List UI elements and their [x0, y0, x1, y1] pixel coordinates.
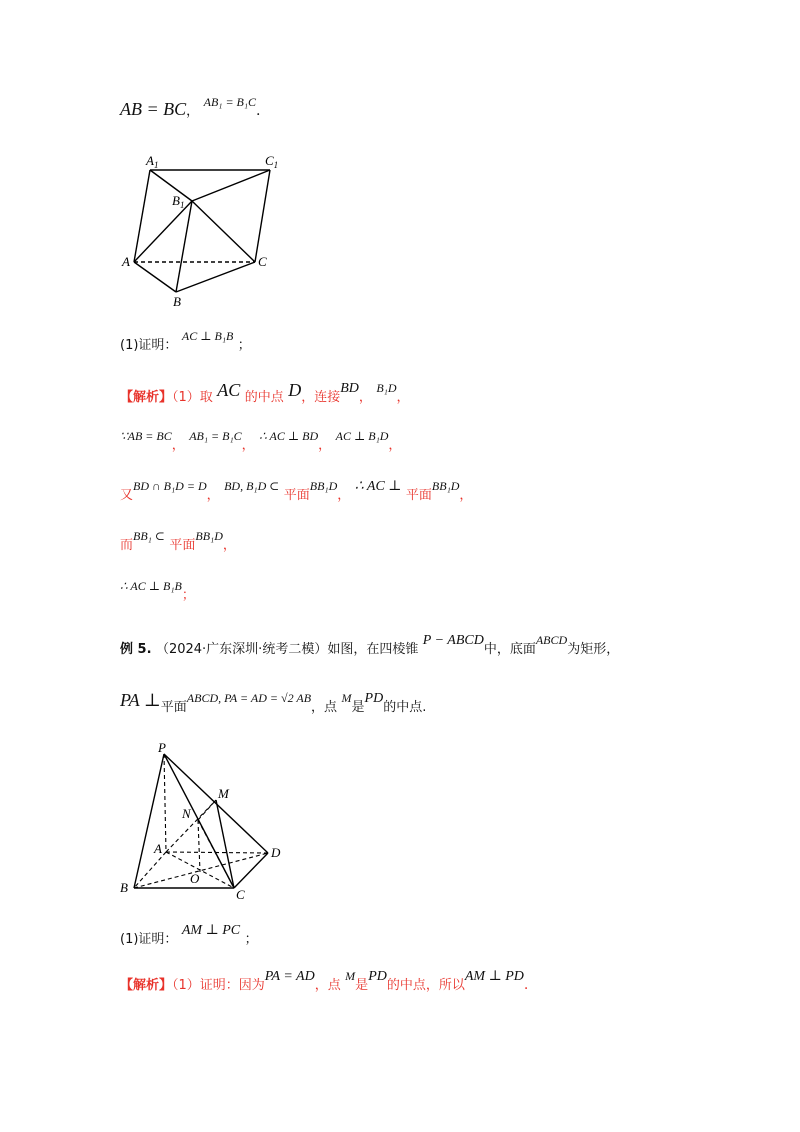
math: PA = AD	[264, 969, 315, 984]
label-n: N	[182, 806, 191, 821]
solution-tag: 【解析】	[120, 390, 173, 405]
example-label: 例 5.	[120, 642, 152, 657]
math-base: ABCD	[535, 633, 568, 647]
text: 是	[351, 700, 365, 715]
text: （2024·广东深圳·统考二模）如图，在四棱锥	[155, 642, 419, 657]
label-c1: $C_1$	[265, 153, 279, 170]
solution-line-2	[120, 429, 402, 455]
given-line	[120, 95, 261, 121]
math: BB₁D	[431, 479, 460, 493]
sep: ，	[186, 104, 200, 119]
edge-pb	[134, 754, 164, 888]
label-a1: $A_1$	[146, 153, 159, 170]
text: ，点	[314, 978, 341, 993]
text: ，连接	[301, 390, 341, 405]
question-2	[120, 923, 258, 949]
example-5-line-2	[120, 690, 427, 717]
label-o: O	[190, 871, 200, 886]
math: AB₁ = B₁C	[189, 429, 242, 443]
sep: ，	[358, 390, 372, 405]
text: 的中点，所以	[386, 978, 465, 993]
label-c: C	[258, 254, 267, 269]
period: .	[523, 977, 529, 993]
solution-tag: 【解析】	[120, 978, 173, 993]
math: AC ⊥ B₁D	[335, 429, 389, 443]
sep: ，	[171, 438, 185, 453]
eq-ab-bc: AB = BC	[120, 99, 187, 119]
text: 平面	[169, 538, 196, 553]
edge-ab-hidden	[134, 852, 166, 888]
sep: ，	[318, 438, 332, 453]
example-5-line-1	[120, 633, 620, 659]
edge-ab	[134, 262, 176, 292]
text: 中，底面	[483, 642, 536, 657]
solution-line-4	[120, 529, 236, 555]
sep: ，	[222, 538, 236, 553]
question-prefix: (1)证明：	[120, 932, 178, 947]
text: 而	[120, 538, 134, 553]
sep: ，	[337, 488, 351, 503]
math: M	[341, 691, 352, 705]
edge-c1b1	[192, 170, 270, 201]
sep: ，	[388, 438, 402, 453]
text: （1）证明：因为	[172, 978, 265, 993]
edge-b1c	[192, 201, 255, 262]
edge-no-hidden	[198, 820, 200, 872]
math: ∴ AC ⊥ BD	[259, 429, 319, 443]
solution-2-line-1	[120, 969, 529, 995]
math-d: D	[288, 380, 302, 400]
eq-ab1-b1c: AB₁ = B₁C	[203, 95, 257, 109]
sep: ，	[241, 438, 255, 453]
because-symbol: ∵	[120, 429, 128, 443]
label-c: C	[236, 887, 245, 902]
math-b1d: B₁D	[376, 381, 397, 395]
text: 平面	[160, 700, 187, 715]
text: 的中点	[244, 390, 284, 405]
math: BD, B₁D ⊂	[224, 479, 280, 493]
label-a: A	[122, 254, 130, 269]
question-expr: AM ⊥ PC	[181, 923, 241, 938]
label-m: M	[218, 786, 229, 801]
text: 平面	[283, 488, 310, 503]
math: M	[345, 969, 356, 983]
edge-ad-hidden	[166, 852, 268, 853]
prism-figure	[118, 150, 298, 310]
math-pyramid: P − ABCD	[422, 633, 484, 648]
text: ，点	[311, 700, 338, 715]
question-end: ；	[244, 932, 258, 947]
period: .	[256, 103, 261, 119]
edge-bd-hidden	[134, 853, 268, 888]
solution-line-1	[120, 380, 410, 407]
math: BD ∩ B₁D = D	[133, 479, 207, 493]
text: 平面	[405, 488, 432, 503]
math: PD	[364, 691, 384, 706]
math: ∴ AC ⊥	[354, 479, 402, 494]
question-expr: AC ⊥ B₁B	[181, 329, 234, 343]
label-p: P	[158, 740, 166, 755]
edge-a1b1	[150, 170, 192, 201]
question-prefix: (1)证明：	[120, 338, 178, 353]
pyramid-figure	[116, 740, 296, 905]
math-bd: BD	[340, 381, 359, 396]
text: 的中点.	[383, 700, 427, 715]
math-ac: AC	[217, 380, 241, 400]
math: BB₁ ⊂	[133, 529, 165, 543]
label-b: B	[173, 294, 181, 309]
sep: ，	[206, 488, 220, 503]
label-b: B	[120, 880, 128, 895]
text: 是	[355, 978, 369, 993]
math: AB = BC	[127, 429, 172, 443]
solution-line-5	[120, 579, 195, 605]
edge-cd	[234, 853, 268, 888]
text: （1）取	[172, 390, 213, 405]
text: 又	[120, 488, 134, 503]
sep: ，	[396, 390, 410, 405]
label-b1: $B_1$	[172, 193, 185, 210]
edge-pa-hidden	[164, 754, 166, 852]
edge-mc	[216, 800, 234, 888]
label-a: A	[154, 841, 162, 856]
edge-c1c	[255, 170, 270, 262]
question-1	[120, 329, 251, 355]
label-d: D	[271, 845, 281, 860]
edge-pd	[164, 754, 268, 853]
edge-bc	[176, 262, 255, 292]
sep: ，	[459, 488, 473, 503]
math: ∴ AC ⊥ B₁B	[120, 579, 182, 593]
solution-line-3	[120, 479, 473, 505]
question-end: ；	[237, 338, 251, 353]
math: BB₁D	[309, 479, 338, 493]
math: PD	[368, 969, 387, 984]
math: BB₁D	[195, 529, 223, 543]
text: 为矩形，	[567, 642, 620, 657]
math: ABCD, PA = AD = √2 AB	[186, 691, 312, 705]
sep: ；	[181, 588, 195, 603]
math: PA ⊥	[120, 690, 161, 710]
math: AM ⊥ PD	[464, 969, 524, 984]
